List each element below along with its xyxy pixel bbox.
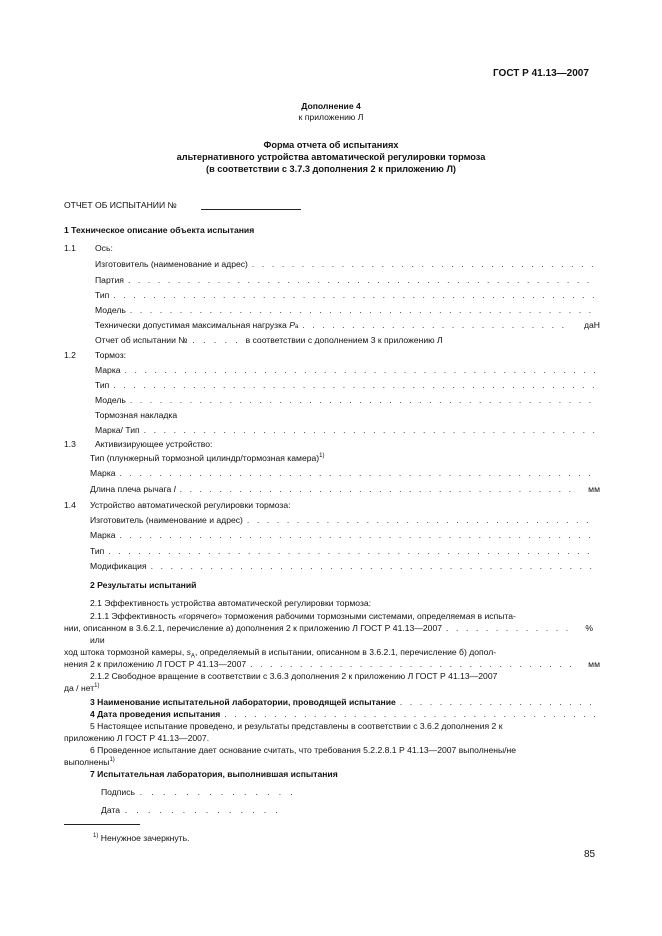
brake-label: Тормоз:	[95, 350, 127, 360]
para-2-1: 2.1 Эффективность устройства автоматической регулировки тормоза:	[90, 598, 372, 608]
field-model[interactable]: Модель . . .	[95, 305, 600, 315]
adjuster-label: Устройство автоматической регулировки тормоза:	[90, 500, 291, 510]
item-1-4-number: 1.4	[64, 500, 76, 510]
field-lining-make-type[interactable]: Марка/ Тип . . .	[95, 425, 600, 435]
field-date[interactable]: Дата . . . . . . . . . . . . . .	[101, 805, 282, 815]
field-adjuster-modification[interactable]: Модификация . . .	[90, 561, 600, 571]
appendix-subtitle: к приложению Л	[298, 112, 364, 122]
section7-title: 7 Испытательная лаборатория, выполнившая испытания	[90, 769, 338, 779]
item-1-2-number: 1.2	[64, 350, 76, 360]
field-hot-efficiency[interactable]: нии, описанном в 3.6.2.1, перечисление а) дополнения 2 к приложению Л ГОСТ Р 41.13—2007 . . . %	[64, 623, 593, 633]
brake-lining-label: Тормозная накладка	[95, 410, 178, 420]
para-6-line1: 6 Проведенное испытание дает основание считать, что требования 5.2.2.8.1 Р 41.13—2007 выполнены/не	[90, 745, 517, 755]
footnote: $^{1)}$ Ненужное зачеркнуть.	[93, 833, 190, 843]
para-2-1-2-line1: 2.1.2 Свободное вращение в соответствии с 3.6.3 дополнения 2 к приложению Л ГОСТ Р 41.13—2007	[90, 671, 498, 681]
section1-title: 1 Техническое описание объекта испытания	[64, 225, 255, 235]
para-5-line1: 5 Настоящее испытание проведено, и результаты представлены в соответствии с 3.6.2 дополнения 2 к	[90, 721, 503, 731]
field-lab-name[interactable]: 3 Наименование испытательной лаборатории, проводящей испытание . . .	[90, 697, 600, 707]
standard-header: ГОСТ Р 41.13—2007	[493, 68, 589, 79]
or-label: или	[90, 635, 105, 645]
page-number: 85	[584, 849, 596, 860]
field-brake-make[interactable]: Марка . . .	[95, 365, 600, 375]
field-brake-type[interactable]: Тип . . .	[95, 380, 600, 390]
para-5-line2: приложению Л ГОСТ Р 41.13—2007.	[64, 733, 210, 743]
field-brake-model[interactable]: Модель . . .	[95, 395, 600, 405]
footnote-divider	[64, 824, 140, 825]
form-title-line3: (в соответствии с 3.7.3 дополнения 2 к приложению Л)	[206, 164, 456, 174]
form-title-line2: альтернативного устройства автоматической регулировки тормоза	[176, 152, 486, 162]
field-max-load[interactable]: Технически допустимая максимальная нагрузка P $_a$ . . . даН	[95, 320, 600, 330]
field-adjuster-type[interactable]: Тип . . .	[90, 546, 600, 556]
item-1-1-number: 1.1	[64, 243, 76, 253]
field-batch[interactable]: Партия . . .	[95, 275, 600, 285]
form-title-line1: Форма отчета об испытаниях	[263, 140, 399, 150]
section2-title: 2 Результаты испытаний	[90, 580, 197, 590]
axle-label: Ось:	[95, 243, 113, 253]
field-type[interactable]: Тип . . .	[95, 290, 600, 300]
item-1-3-number: 1.3	[64, 439, 76, 449]
stroke-line1: ход штока тормозной камеры, $s_A$, определяемый в испытании, описанном в 3.6.2.1, перечисление б) допол-	[64, 647, 497, 660]
field-stroke[interactable]: нения 2 к приложению Л ГОСТ Р 41.13—2007 . . . мм	[64, 659, 600, 669]
para-6-line2: выполнены$^{1)}$	[64, 757, 115, 767]
report-number-label: ОТЧЕТ ОБ ИСПЫТАНИИ №	[64, 200, 177, 210]
field-actuator-make[interactable]: Марка . . .	[90, 468, 600, 478]
para-2-1-1-line1: 2.1.1 Эффективность «горячего» торможения рабочими тормозными системами, определяемая в испыта-	[90, 611, 516, 621]
report-number-blank[interactable]	[201, 209, 301, 210]
field-lever-length[interactable]: Длина плеча рычага l . . . мм	[90, 484, 600, 494]
free-rotation-yes-no[interactable]: да / нет$^{1)}$	[64, 683, 100, 693]
field-adjuster-make[interactable]: Марка . . .	[90, 530, 600, 540]
field-test-date[interactable]: 4 Дата проведения испытания . . .	[90, 709, 600, 719]
appendix-title: Дополнение 4	[301, 101, 361, 111]
field-adjuster-manufacturer[interactable]: Изготовитель (наименование и адрес) . . .	[90, 515, 600, 525]
actuator-type-label: Тип (плунжерный тормозной цилиндр/тормозная камера)$^{1)}$	[90, 453, 325, 463]
actuator-label: Активизирующее устройство:	[95, 439, 213, 449]
field-report-axle[interactable]: Отчет об испытании № . . . . . в соответствии с дополнением 3 к приложению Л	[95, 335, 443, 345]
field-manufacturer[interactable]: Изготовитель (наименование и адрес) . . .	[95, 259, 600, 269]
field-signature[interactable]: Подпись . . . . . . . . . . . . . .	[101, 787, 297, 797]
